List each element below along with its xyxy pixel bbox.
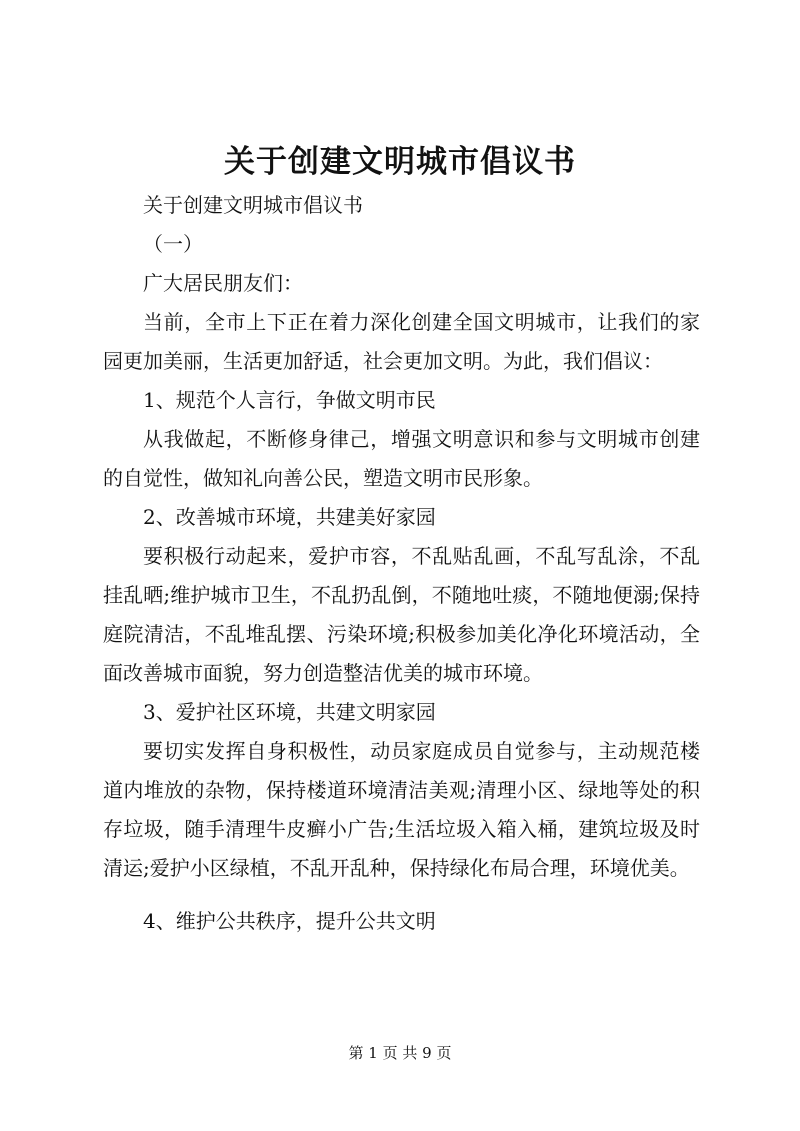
intro-paragraph: 当前，全市上下正在着力深化创建全国文明城市，让我们的家园更加美丽，生活更加舒适，社会更加文明。为此，我们倡议： [103,310,700,373]
heading-4-paragraph: 4、维护公共秩序，提升公共文明 [143,909,436,933]
heading-3-paragraph: 3、爱护社区环境，共建文明家园 [143,700,436,724]
heading-1-paragraph: 1、规范个人言行，争做文明市民 [143,388,436,412]
page-footer: 第 1 页 共 9 页 [348,1044,452,1062]
document-body [103,186,700,941]
body-2-paragraph: 要积极行动起来，爱护市容，不乱贴乱画，不乱写乱涂，不乱挂乱晒;维护城市卫生，不乱扔乱倒，不随地吐痰，不随地便溺;保持庭院清洁，不乱堆乱摆、污染环境;积极参加美化净化环境活动，全面改善城市面貌，努力创造整洁优美的城市环境。 [103,544,700,685]
section-number-paragraph: （一） [143,232,203,256]
salutation-paragraph: 广大居民朋友们： [143,271,303,295]
body-1-paragraph: 从我做起，不断修身律己，增强文明意识和参与文明城市创建的自觉性，做知礼向善公民，塑造文明市民形象。 [103,427,700,490]
subtitle-paragraph: 关于创建文明城市倡议书 [143,193,363,217]
document-title: 关于创建文明城市倡议书 [224,144,576,180]
body-3-paragraph: 要切实发挥自身积极性，动员家庭成员自觉参与，主动规范楼道内堆放的杂物，保持楼道环境清洁美观;清理小区、绿地等处的积存垃圾，随手清理牛皮癣小广告;生活垃圾入箱入桶，建筑垃圾及时清运;爱护小区绿植，不乱开乱种，保持绿化布局合理，环境优美。 [103,739,700,880]
heading-2-paragraph: 2、改善城市环境，共建美好家园 [143,505,436,529]
